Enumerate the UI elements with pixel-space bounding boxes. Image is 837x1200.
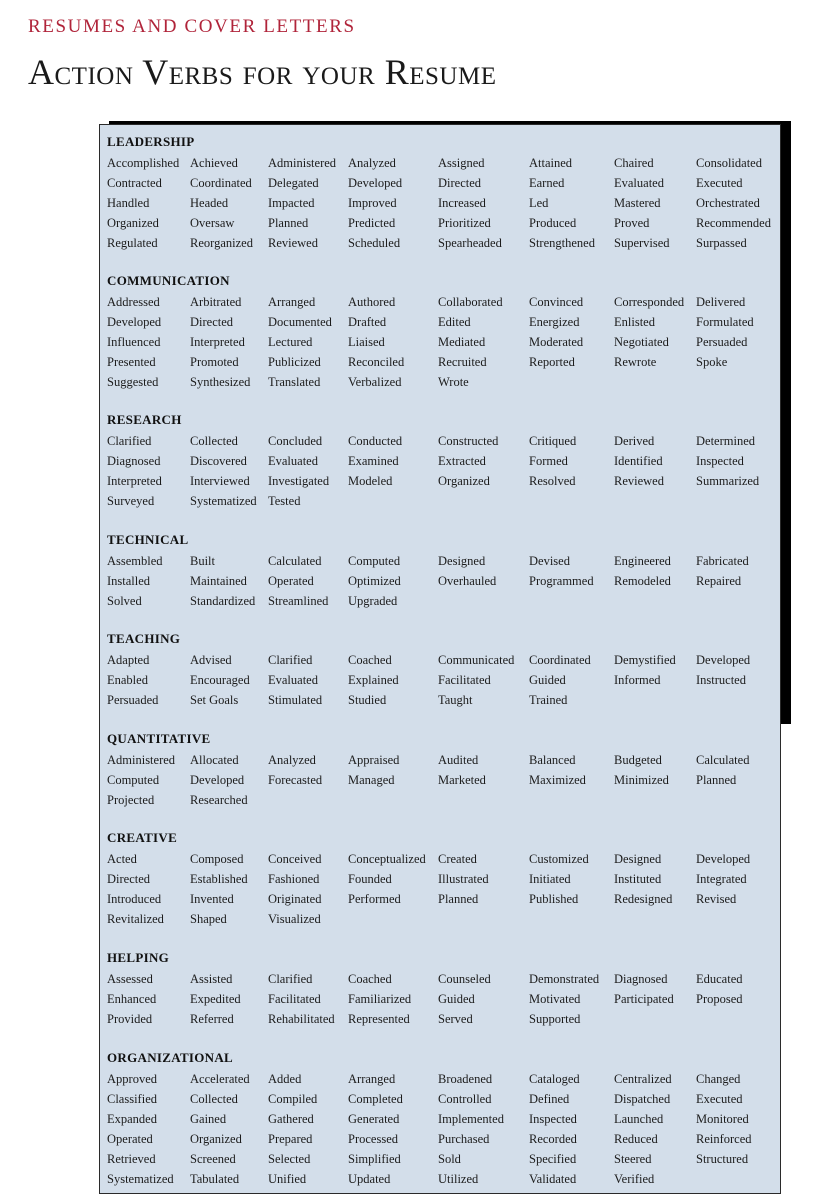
action-verb: Headed [190,196,229,210]
action-verb: Shaped [190,912,227,926]
action-verb: Solved [107,594,142,608]
action-verb: Advised [190,653,232,667]
action-verb: Modeled [348,474,393,488]
action-verb: Set Goals [190,693,239,707]
action-verb: Diagnosed [614,972,668,986]
action-verb: Executed [696,176,743,190]
action-verb: Increased [438,196,486,210]
action-verb: Analyzed [348,156,396,170]
action-verb: Coordinated [529,653,591,667]
section-heading: LEADERSHIP [107,134,195,149]
action-verb: Arranged [268,295,316,309]
action-verb: Reorganized [190,236,253,250]
action-verb: Executed [696,1092,743,1106]
section-heading: TEACHING [107,631,181,646]
section-heading: ORGANIZATIONAL [107,1050,234,1065]
action-verb: Revised [696,892,737,906]
action-verb: Computed [348,554,401,568]
action-verb: Reviewed [268,236,318,250]
action-verb: Introduced [107,892,162,906]
action-verb: Forecasted [268,773,323,787]
section-heading: HELPING [107,950,170,965]
action-verb: Installed [107,574,151,588]
action-verb: Demystified [614,653,676,667]
action-verb: Minimized [614,773,669,787]
action-verb: Budgeted [614,753,662,767]
action-verb: Projected [107,793,155,807]
action-verb: Persuaded [107,693,159,707]
action-verb: Organized [107,216,159,230]
action-verb: Oversaw [190,216,235,230]
action-verb: Repaired [696,574,742,588]
action-verb: Coached [348,653,392,667]
action-verb: Guided [529,673,566,687]
action-verb: Revitalized [107,912,164,926]
action-verb: Recruited [438,355,487,369]
action-verb: Utilized [438,1172,479,1186]
action-verb: Managed [348,773,395,787]
action-verb: Orchestrated [696,196,760,210]
action-verb: Formulated [696,315,754,329]
action-verb: Acted [107,852,137,866]
action-verb: Counseled [438,972,491,986]
action-verb: Instituted [614,872,662,886]
action-verb: Trained [529,693,568,707]
action-verb: Constructed [438,434,499,448]
action-verb: Represented [348,1012,410,1026]
action-verb: Controlled [438,1092,492,1106]
action-verb: Interviewed [190,474,250,488]
action-verb: Conceived [268,852,322,866]
action-verb: Classified [107,1092,157,1106]
action-verb: Reinforced [696,1132,752,1146]
action-verb: Marketed [438,773,486,787]
action-verb: Organized [438,474,490,488]
action-verb: Designed [614,852,662,866]
action-verb: Energized [529,315,580,329]
action-verb: Promoted [190,355,239,369]
action-verb: Expedited [190,992,241,1006]
action-verb: Originated [268,892,322,906]
action-verb: Translated [268,375,321,389]
action-verb: Centralized [614,1072,672,1086]
action-verb: Devised [529,554,570,568]
action-verb: Planned [696,773,737,787]
action-verb: Customized [529,852,589,866]
action-verb: Selected [268,1152,311,1166]
section-heading: QUANTITATIVE [107,731,211,746]
action-verb: Streamlined [268,594,329,608]
action-verb: Chaired [614,156,654,170]
action-verb: Clarified [107,434,152,448]
action-verb: Interpreted [107,474,162,488]
action-verb: Predicted [348,216,396,230]
action-verb: Handled [107,196,150,210]
action-verb: Operated [107,1132,153,1146]
action-verb: Assembled [107,554,163,568]
action-verb: Designed [438,554,486,568]
action-verb: Collected [190,1092,238,1106]
action-verb: Adapted [107,653,150,667]
action-verb: Developed [190,773,245,787]
action-verb: Extracted [438,454,486,468]
action-verb: Analyzed [268,753,316,767]
action-verb: Defined [529,1092,570,1106]
action-verb: Developed [107,315,162,329]
action-verb: Completed [348,1092,403,1106]
action-verb: Gathered [268,1112,314,1126]
action-verb: Maximized [529,773,586,787]
action-verb: Established [190,872,248,886]
action-verb: Fashioned [268,872,320,886]
action-verb: Arbitrated [190,295,242,309]
action-verb: Contracted [107,176,162,190]
action-verb: Studied [348,693,387,707]
action-verb: Examined [348,454,399,468]
action-verb: Reviewed [614,474,664,488]
action-verb: Created [438,852,477,866]
action-verb: Accomplished [107,156,180,170]
action-verb: Illustrated [438,872,489,886]
action-verb: Taught [438,693,473,707]
action-verb: Broadened [438,1072,493,1086]
action-verb: Documented [268,315,332,329]
action-verb: Investigated [268,474,330,488]
action-verb: Reported [529,355,575,369]
action-verb: Approved [107,1072,157,1086]
action-verb: Clarified [268,972,313,986]
section-heading: COMMUNICATION [107,273,230,288]
action-verb: Verified [614,1172,655,1186]
action-verb: Rehabilitated [268,1012,335,1026]
action-verb: Accelerated [190,1072,250,1086]
action-verb: Strengthened [529,236,595,250]
page-title: Action Verbs for your Resume [28,52,497,92]
action-verb: Retrieved [107,1152,156,1166]
action-verb: Served [438,1012,473,1026]
action-verb: Assisted [190,972,233,986]
action-verb: Reduced [614,1132,658,1146]
action-verb: Planned [268,216,309,230]
action-verb: Resolved [529,474,576,488]
action-verb: Edited [438,315,471,329]
action-verb: Formed [529,454,568,468]
action-verb: Summarized [696,474,760,488]
action-verb: Proved [614,216,650,230]
section-kicker: RESUMES AND COVER LETTERS [28,16,356,37]
action-verb: Added [268,1072,302,1086]
action-verb: Monitored [696,1112,749,1126]
action-verb: Demonstrated [529,972,600,986]
action-verb: Sold [438,1152,461,1166]
action-verb: Produced [529,216,577,230]
action-verb: Redesigned [614,892,673,906]
action-verb: Critiqued [529,434,577,448]
action-verb: Derived [614,434,655,448]
action-verb: Clarified [268,653,313,667]
action-verb: Standardized [190,594,256,608]
action-verb: Programmed [529,574,594,588]
action-verb: Persuaded [696,335,748,349]
action-verb: Calculated [696,753,750,767]
action-verb: Invented [190,892,234,906]
action-verb: Initiated [529,872,571,886]
action-verb: Facilitated [438,673,491,687]
action-verb: Validated [529,1172,577,1186]
action-verb: Conducted [348,434,403,448]
action-verb: Regulated [107,236,158,250]
action-verb: Moderated [529,335,584,349]
action-verb: Evaluated [268,673,318,687]
action-verb: Implemented [438,1112,504,1126]
action-verb: Composed [190,852,244,866]
action-verb: Performed [348,892,401,906]
action-verb: Dispatched [614,1092,671,1106]
action-verb: Provided [107,1012,153,1026]
action-verb: Suggested [107,375,159,389]
action-verb: Motivated [529,992,581,1006]
action-verb: Lectured [268,335,313,349]
action-verb: Drafted [348,315,387,329]
action-verb: Delegated [268,176,319,190]
action-verb: Enhanced [107,992,157,1006]
action-verb: Launched [614,1112,664,1126]
action-verb: Assessed [107,972,153,986]
action-verb: Changed [696,1072,741,1086]
action-verb: Coached [348,972,392,986]
action-verb: Recorded [529,1132,577,1146]
action-verb: Directed [438,176,482,190]
action-verb: Maintained [190,574,247,588]
action-verb: Achieved [190,156,238,170]
action-verb: Researched [190,793,248,807]
action-verb: Collected [190,434,238,448]
action-verb: Upgraded [348,594,398,608]
action-verb: Impacted [268,196,315,210]
action-verb: Determined [696,434,756,448]
action-verb: Facilitated [268,992,321,1006]
action-verb: Steered [614,1152,652,1166]
action-verb: Encouraged [190,673,250,687]
action-verb: Attained [529,156,573,170]
action-verb: Reconciled [348,355,405,369]
action-verb: Enlisted [614,315,655,329]
action-verb: Engineered [614,554,671,568]
action-verb: Operated [268,574,314,588]
action-verb: Administered [107,753,176,767]
action-verb: Unified [268,1172,307,1186]
action-verb: Computed [107,773,160,787]
action-verb: Gained [190,1112,227,1126]
action-verb: Published [529,892,579,906]
action-verb: Tabulated [190,1172,240,1186]
action-verb: Evaluated [614,176,664,190]
action-verb: Coordinated [190,176,252,190]
action-verb: Familiarized [348,992,412,1006]
action-verb: Delivered [696,295,746,309]
action-verb: Liaised [348,335,385,349]
action-verb: Identified [614,454,663,468]
action-verb: Developed [696,653,751,667]
action-verb: Consolidated [696,156,762,170]
action-verb: Earned [529,176,565,190]
action-verb: Spearheaded [438,236,502,250]
action-verb: Built [190,554,216,568]
action-verb: Synthesized [190,375,251,389]
section-heading: TECHNICAL [107,532,189,547]
action-verb: Conceptualized [348,852,426,866]
section-heading: RESEARCH [107,412,182,427]
action-verb: Audited [438,753,479,767]
action-verb: Communicated [438,653,515,667]
action-verb: Directed [107,872,151,886]
action-verb: Recommended [696,216,771,230]
action-verb: Arranged [348,1072,396,1086]
action-verb: Participated [614,992,674,1006]
action-verb: Cataloged [529,1072,580,1086]
action-verb: Enabled [107,673,148,687]
action-verb: Fabricated [696,554,749,568]
action-verb: Discovered [190,454,247,468]
action-verb: Integrated [696,872,747,886]
action-verb: Referred [190,1012,234,1026]
action-verb: Allocated [190,753,239,767]
action-verb: Remodeled [614,574,671,588]
action-verb: Proposed [696,992,743,1006]
action-verb: Evaluated [268,454,318,468]
action-verb: Prioritized [438,216,491,230]
action-verb: Systematized [107,1172,174,1186]
action-verb: Scheduled [348,236,401,250]
action-verb: Educated [696,972,743,986]
action-verb: Calculated [268,554,322,568]
action-verb: Generated [348,1112,400,1126]
action-verb: Verbalized [348,375,402,389]
action-verb: Supported [529,1012,581,1026]
action-verb: Mastered [614,196,661,210]
verbs-panel [99,124,781,1194]
action-verb: Collaborated [438,295,503,309]
action-verb: Appraised [348,753,400,767]
action-verb: Prepared [268,1132,313,1146]
action-verb: Optimized [348,574,401,588]
action-verb: Processed [348,1132,398,1146]
action-verb: Systematized [190,494,257,508]
action-verb: Supervised [614,236,670,250]
action-verb: Inspected [529,1112,577,1126]
action-verb: Screened [190,1152,236,1166]
action-verb: Interpreted [190,335,245,349]
action-verb: Assigned [438,156,485,170]
action-verb: Rewrote [614,355,657,369]
action-verb: Corresponded [614,295,685,309]
action-verb: Directed [190,315,234,329]
action-verb: Publicized [268,355,321,369]
action-verb: Organized [190,1132,242,1146]
action-verb: Spoke [696,355,728,369]
action-verb: Improved [348,196,397,210]
action-verb: Balanced [529,753,576,767]
action-verb: Guided [438,992,475,1006]
action-verb: Developed [696,852,751,866]
action-verb: Tested [268,494,301,508]
section-heading: CREATIVE [107,830,178,845]
action-verb: Convinced [529,295,584,309]
action-verb: Wrote [438,375,469,389]
action-verb: Overhauled [438,574,497,588]
action-verb: Surveyed [107,494,155,508]
action-verb: Explained [348,673,399,687]
action-verb: Influenced [107,335,161,349]
action-verb: Led [529,196,549,210]
action-verb: Simplified [348,1152,401,1166]
action-verb: Developed [348,176,403,190]
action-verb: Negotiated [614,335,669,349]
action-verb: Inspected [696,454,744,468]
action-verb: Presented [107,355,156,369]
action-verb: Mediated [438,335,486,349]
action-verb: Addressed [107,295,160,309]
action-verb: Compiled [268,1092,318,1106]
action-verb: Stimulated [268,693,323,707]
action-verb: Visualized [268,912,321,926]
action-verb: Surpassed [696,236,747,250]
action-verb: Updated [348,1172,391,1186]
action-verb: Structured [696,1152,749,1166]
action-verb: Concluded [268,434,323,448]
action-verb: Purchased [438,1132,490,1146]
action-verb: Founded [348,872,392,886]
action-verb: Expanded [107,1112,157,1126]
action-verb: Diagnosed [107,454,161,468]
action-verb: Informed [614,673,661,687]
action-verb: Instructed [696,673,746,687]
action-verb: Authored [348,295,396,309]
action-verb: Planned [438,892,479,906]
action-verb: Specified [529,1152,577,1166]
action-verb: Administered [268,156,337,170]
